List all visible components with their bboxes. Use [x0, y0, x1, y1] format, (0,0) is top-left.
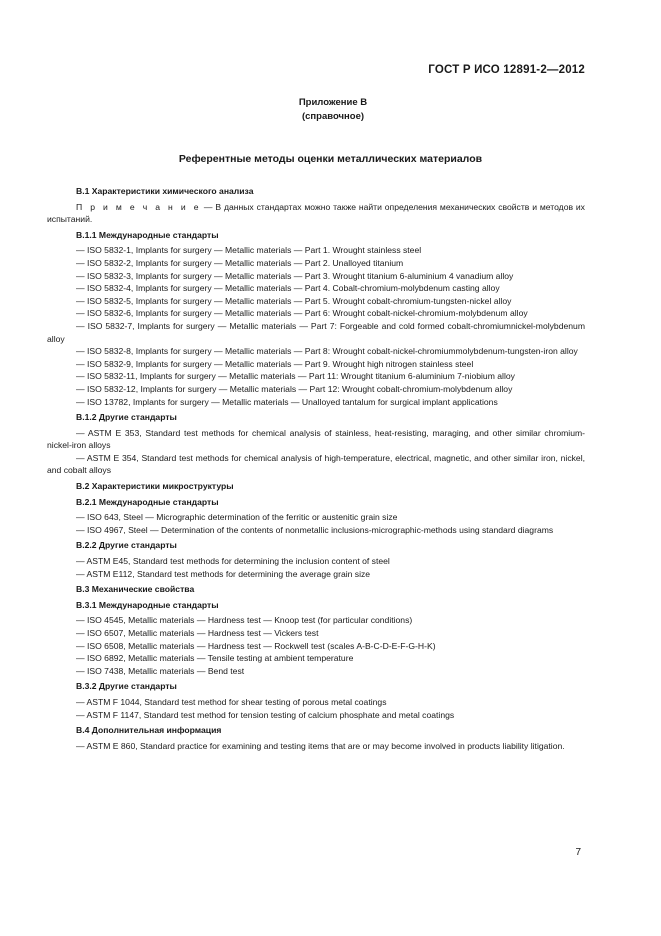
subsection-heading: В.2.1 Международные стандарты: [76, 496, 219, 507]
subsection-heading: В.3.1 Международные стандарты: [76, 599, 219, 610]
standard-item: — ISO 6508, Metallic materials — Hardness test — Rockwell test (scales A-B-C-D-E-F-G-H-K): [76, 640, 436, 651]
standard-item: — ASTM E45, Standard test methods for determining the inclusion content of steel: [76, 556, 390, 567]
standard-item: — ASTM F 1044, Standard test method for shear testing of porous metal coatings: [76, 696, 387, 707]
standard-item: — ISO 5832-8, Implants for surgery — Metallic materials — Part 8: Wrought cobalt-nickel-chromiummolybdenum-tungsten-iron alloy: [76, 346, 578, 357]
standard-item: — ISO 5832-4, Implants for surgery — Metallic materials — Part 4. Cobalt-chromium-molybdenum casting alloy: [76, 283, 500, 294]
note-text: — В данных стандартах можно также найти определения механических свойств и методов их испытаний.: [47, 201, 585, 225]
standard-item: — ASTM E 354, Standard test methods for chemical analysis of high-temperature, electrical, magnetic, and other similar iron, nickel, and cobalt alloys: [47, 452, 585, 476]
document-body: [47, 185, 585, 752]
standards-list: [47, 696, 585, 721]
standards-list: [47, 614, 585, 677]
standard-item: — ISO 5832-5, Implants for surgery — Metallic materials — Part 5. Wrought cobalt-chromium-tungsten-nickel alloy: [76, 295, 512, 306]
standard-item: — ASTM E 353, Standard test methods for chemical analysis of stainless, heat-resisting, maraging, and other similar chromium-nickel-iron alloys: [47, 427, 585, 451]
standard-item: — ISO 5832-6, Implants for surgery — Metallic materials — Part 6: Wrought cobalt-nickel-chromium-molybdenum alloy: [76, 308, 528, 319]
standard-item: — ISO 5832-7, Implants for surgery — Metallic materials — Part 7: Forgeable and cold formed cobalt-chromiumnickel-molybdenum alloy: [47, 320, 585, 344]
standards-list: [47, 244, 585, 408]
standard-item: — ISO 5832-12, Implants for surgery — Metallic materials — Part 12: Wrought cobalt-chromium-molybdenum alloy: [76, 383, 513, 394]
standard-item: — ISO 6507, Metallic materials — Hardness test — Vickers test: [76, 628, 319, 638]
standard-item: — ISO 5832-9, Implants for surgery — Metallic materials — Part 9. Wrought high nitrogen stainless steel: [76, 358, 474, 369]
standard-item: — ISO 643, Steel — Micrographic determination of the ferritic or austenitic grain size: [76, 512, 398, 523]
page-number: 7: [575, 847, 581, 858]
standard-code: ГОСТ Р ИСО 12891-2—2012: [428, 64, 585, 76]
standard-item: — ISO 7438, Metallic materials — Bend test: [76, 665, 245, 676]
standard-item: — ISO 4545, Metallic materials — Hardness test — Knoop test (for particular conditions): [76, 615, 413, 626]
standards-list: [47, 511, 585, 536]
section-heading: В.2 Характеристики микроструктуры: [76, 481, 234, 492]
standard-item: — ASTM E 860, Standard practice for examining and testing items that are or may become involved in products liability litigation.: [76, 740, 565, 751]
standards-list: [47, 555, 585, 580]
standard-item: — ISO 5832-1, Implants for surgery — Metallic materials — Part 1. Wrought stainless steel: [76, 245, 422, 256]
subsection-heading: В.1.2 Другие стандарты: [76, 412, 177, 423]
standards-list: [47, 740, 585, 753]
section-heading: В.3 Механические свойства: [76, 584, 195, 595]
standard-item: — ISO 5832-3, Implants for surgery — Metallic materials — Part 3. Wrought titanium 6-aluminium 4 vanadium alloy: [76, 270, 514, 281]
subsection-heading: В.1.1 Международные стандарты: [76, 229, 219, 240]
standard-item: — ISO 5832-2, Implants for surgery — Metallic materials — Part 2. Unalloyed titanium: [76, 257, 404, 268]
section-heading: В.4 Дополнительная информация: [76, 725, 222, 736]
annex-type: (справочное): [301, 111, 365, 122]
document-title: Референтные методы оценки металлических материалов: [178, 153, 483, 165]
standard-item: — ASTM E112, Standard test methods for determining the average grain size: [76, 568, 371, 579]
standard-item: — ASTM F 1147, Standard test method for tension testing of calcium phosphate and metal coatings: [76, 709, 455, 720]
subsection-heading: В.3.2 Другие стандарты: [76, 681, 177, 692]
annex-label: Приложение В: [298, 97, 368, 108]
standard-item: — ISO 13782, Implants for surgery — Metallic materials — Unalloyed tantalum for surgical implant applications: [76, 396, 498, 407]
standard-item: — ISO 4967, Steel — Determination of the contents of nonmetallic inclusions-micrographic-methods using standard diagrams: [76, 524, 554, 535]
standards-list: [47, 427, 585, 477]
section-heading: В.1 Характеристики химического анализа: [76, 186, 254, 196]
subsection-heading: В.2.2 Другие стандарты: [76, 540, 177, 551]
note-paragraph: [47, 201, 585, 226]
annex-heading: [0, 96, 661, 124]
standard-item: — ISO 6892, Metallic materials — Tensile testing at ambient temperature: [76, 653, 354, 664]
standard-item: — ISO 5832-11, Implants for surgery — Metallic materials — Part 11: Wrought titanium 6-aluminium 7-niobium alloy: [76, 371, 515, 382]
note-label: П р и м е ч а н и е: [76, 201, 202, 212]
